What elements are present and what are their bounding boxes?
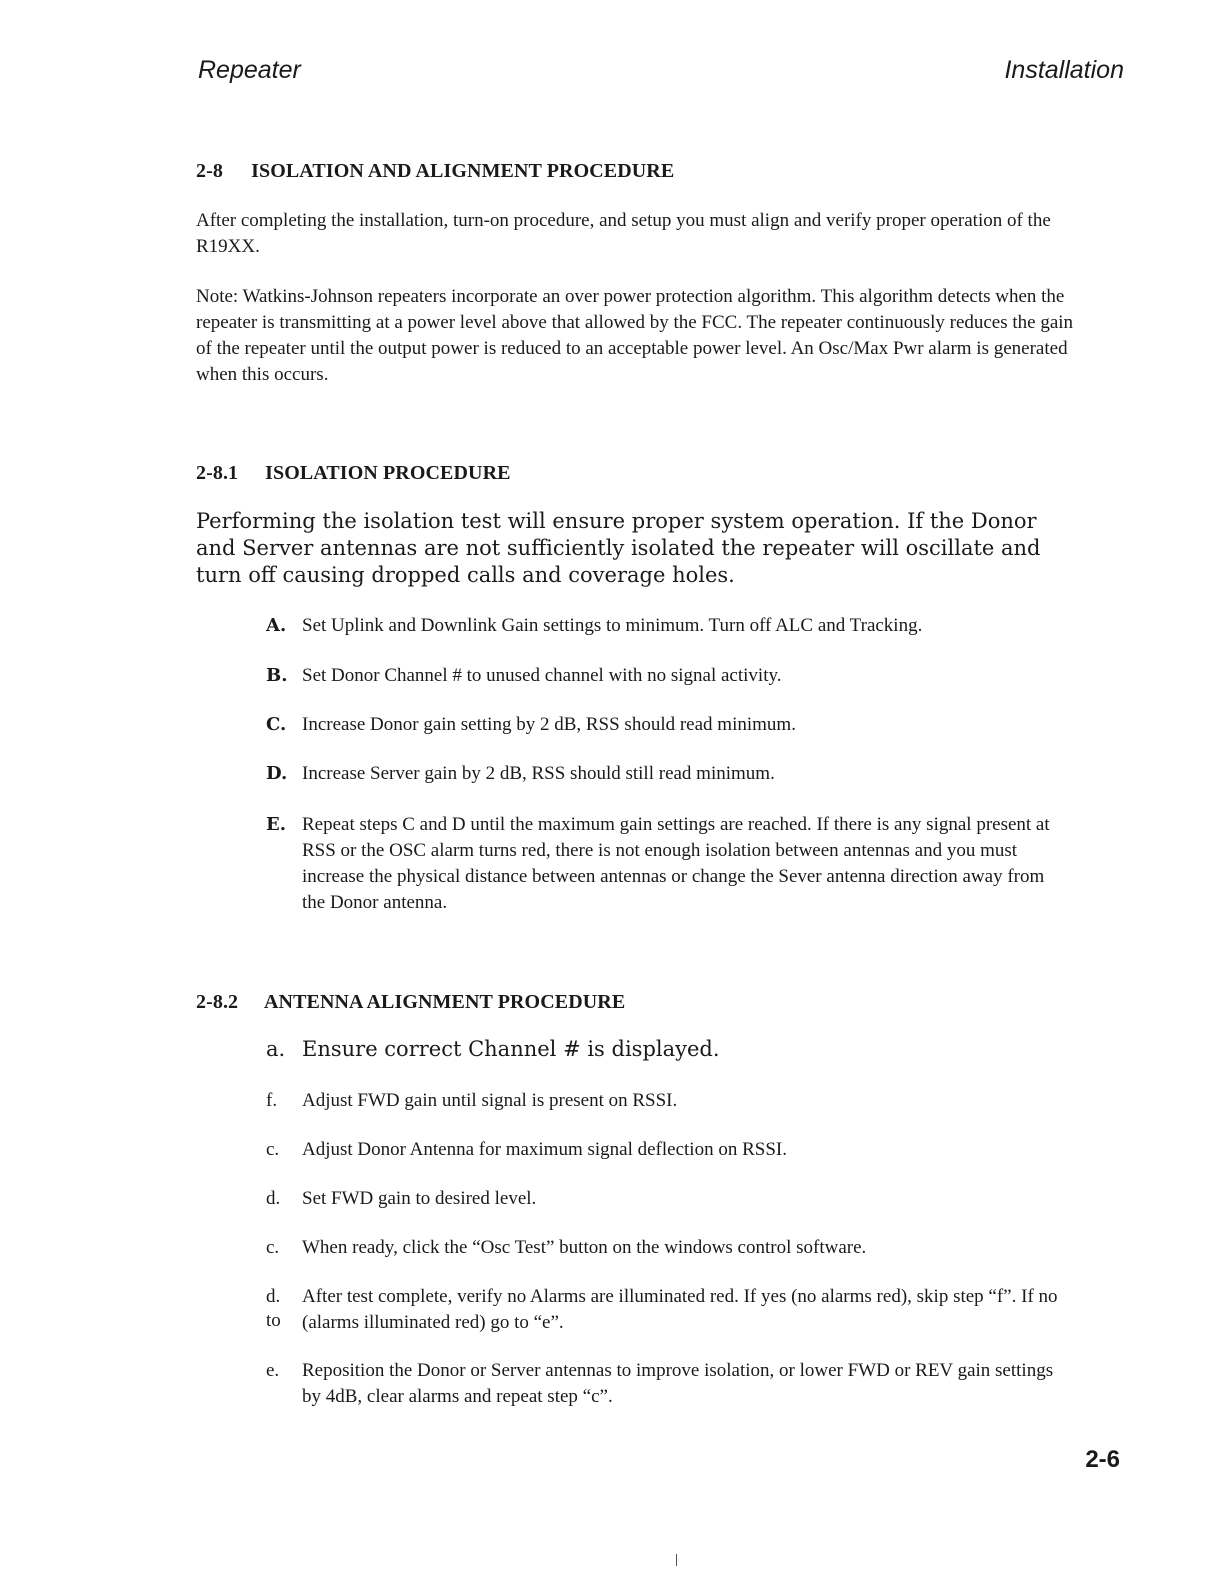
running-header-left: Repeater: [198, 56, 301, 84]
step-marker: d.: [266, 1286, 281, 1307]
intro-paragraph: After completing the installation, turn-on procedure, and setup you must align and verify proper operation of the R19XX.: [196, 210, 1051, 257]
step-marker: e.: [266, 1360, 280, 1381]
alignment-step: [266, 1358, 1066, 1410]
scan-mark: [676, 1554, 677, 1566]
step-text: Increase Server gain by 2 dB, RSS should still read minimum.: [302, 763, 775, 784]
isolation-lead-paragraph: Performing the isolation test will ensure proper system operation. If the Donor and Server antennas are not sufficiently isolated the repeater will oscillate and turn off causing dropped calls and coverage holes.: [196, 509, 1041, 587]
step-text: Set Donor Channel # to unused channel with no signal activity.: [302, 665, 782, 686]
alignment-step: [266, 1088, 1066, 1114]
section-2-8-2-heading: [196, 991, 625, 1014]
step-marker: B.: [266, 665, 288, 686]
section-number: 2-8.2: [196, 991, 239, 1013]
running-header-right: Installation: [1004, 56, 1124, 84]
step-marker: A.: [266, 615, 287, 636]
section-title: ISOLATION AND ALIGNMENT PROCEDURE: [251, 160, 675, 182]
isolation-step: [266, 663, 1066, 689]
step-text: Adjust Donor Antenna for maximum signal deflection on RSSI.: [302, 1139, 787, 1160]
alignment-step: [266, 1186, 1066, 1212]
note-paragraph: Note: Watkins-Johnson repeaters incorporate an over power protection algorithm. This algorithm detects when the repeater is transmitting at a power level above that allowed by the FCC. The repeater continuously reduces the gain of the repeater until the output power is reduced to an acceptable power level. An Osc/Max Pwr alarm is generated when this occurs.: [196, 286, 1074, 385]
isolation-step: [266, 812, 1066, 916]
step-marker: f.: [266, 1090, 278, 1111]
alignment-step: [266, 1284, 1066, 1336]
step-text: Ensure correct Channel # is displayed.: [302, 1037, 720, 1061]
step-marker: D.: [266, 763, 288, 784]
alignment-step: [266, 1235, 1066, 1261]
section-number: 2-8: [196, 160, 223, 182]
alignment-step: [266, 1036, 1066, 1062]
step-marker: E.: [266, 814, 286, 835]
isolation-step: [266, 712, 1066, 738]
alignment-step: [266, 1137, 1066, 1163]
step-text: Increase Donor gain setting by 2 dB, RSS should read minimum.: [302, 714, 796, 735]
isolation-step: [266, 613, 1066, 639]
step-marker: d.: [266, 1188, 281, 1209]
section-2-8-1-heading: [196, 462, 511, 485]
section-title: ANTENNA ALIGNMENT PROCEDURE: [264, 991, 626, 1013]
page-number: 2-6: [1085, 1446, 1120, 1473]
step-text: Set FWD gain to desired level.: [302, 1188, 537, 1209]
step-text: Reposition the Donor or Server antennas to improve isolation, or lower FWD or REV gain settings by 4dB, clear alarms and repeat step “c”.: [302, 1360, 1054, 1407]
section-number: 2-8.1: [196, 462, 239, 484]
isolation-step: [266, 761, 1066, 787]
step-text: Adjust FWD gain until signal is present on RSSI.: [302, 1090, 678, 1111]
step-text: Set Uplink and Downlink Gain settings to minimum. Turn off ALC and Tracking.: [302, 615, 923, 636]
section-title: ISOLATION PROCEDURE: [265, 462, 511, 484]
step-marker: c.: [266, 1139, 280, 1160]
section-2-8-heading: [196, 160, 674, 183]
step-extra-marker: to: [266, 1310, 281, 1331]
step-text: Repeat steps C and D until the maximum gain settings are reached. If there is any signal present at RSS or the OSC alarm turns red, there is not enough isolation between antennas and you must increase the physical distance between antennas or change the Sever antenna direction away from the Donor antenna.: [302, 814, 1050, 913]
step-text: When ready, click the “Osc Test” button on the windows control software.: [302, 1237, 867, 1258]
step-text: After test complete, verify no Alarms are illuminated red. If yes (no alarms red), skip step “f”. If no (alarms illuminated red) go to “e”.: [302, 1286, 1058, 1333]
step-marker: c.: [266, 1237, 280, 1258]
step-marker: a.: [266, 1037, 286, 1061]
step-marker: C.: [266, 714, 287, 735]
